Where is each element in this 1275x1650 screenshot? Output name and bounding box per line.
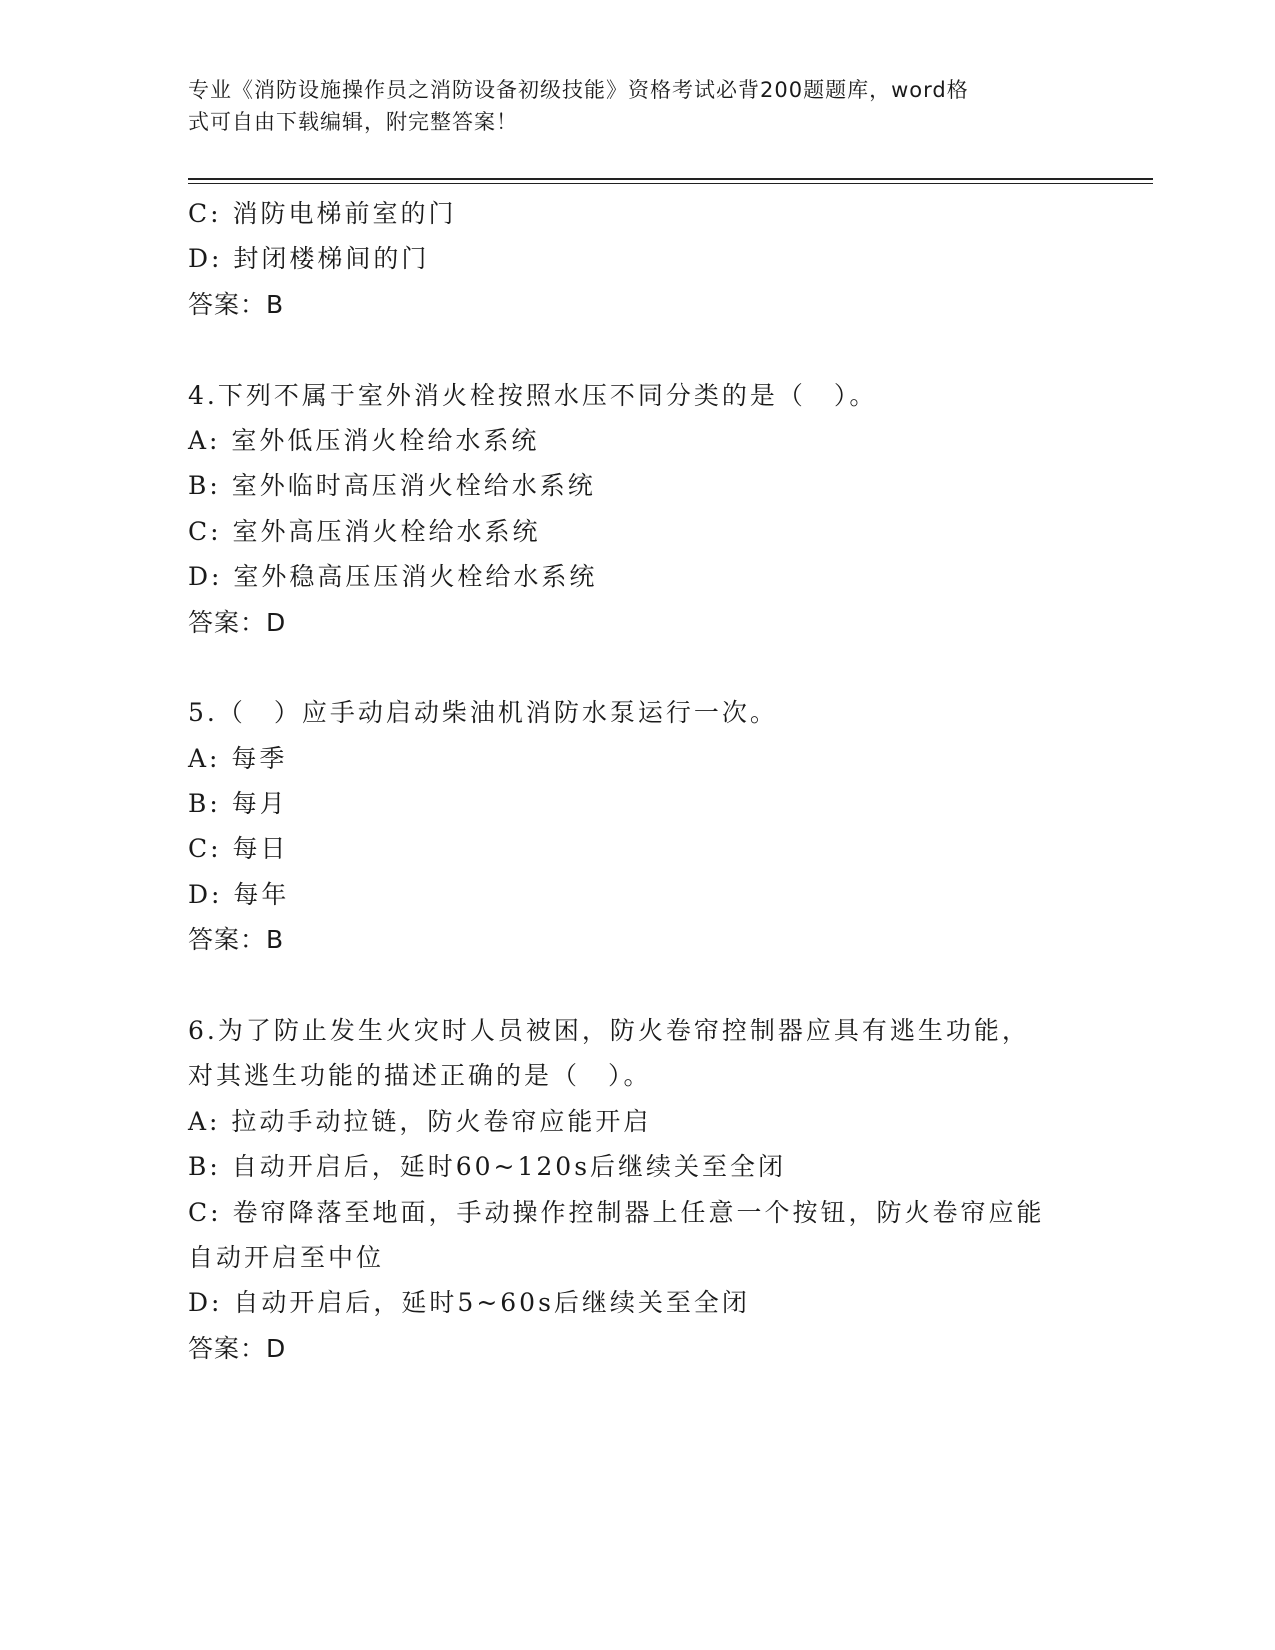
q4-answer: 答案：D [188,607,287,637]
spacer [188,963,1088,1008]
q3-answer: 答案：B [188,289,285,319]
document-header [188,74,1068,138]
q5-option-b: B: 每月 [188,789,288,819]
q4-option-c: C: 室外高压消火栓给水系统 [188,516,541,546]
q4-option-a: A: 室外低压消火栓给水系统 [188,425,540,455]
q6-answer: 答案：D [188,1333,287,1363]
q4-option-b: B: 室外临时高压消火栓给水系统 [188,471,596,501]
q6-stem-line-1: 6.为了防止发生火灾时人员被困，防火卷帘控制器应具有逃生功能， [188,1016,1030,1046]
header-line-1: 专业《消防设施操作员之消防设备初级技能》资格考试必背200题题库，word格 [188,78,969,102]
q6-option-b: B: 自动开启后，延时60~120s后继续关至全闭 [188,1152,787,1182]
q3-option-d: D: 封闭楼梯间的门 [188,244,430,274]
q5-option-c: C: 每日 [188,834,289,864]
q4-stem: 4.下列不属于室外消火栓按照水压不同分类的是（ ）。 [188,380,878,410]
header-line-2: 式可自由下载编辑，附完整答案！ [188,110,518,134]
q5-answer: 答案：B [188,925,285,955]
q5-option-d: D: 每年 [188,879,290,909]
spacer [188,327,1088,372]
q6-option-c-line-1: C: 卷帘降落至地面，手动操作控制器上任意一个按钮，防火卷帘应能 [188,1197,1045,1227]
header-divider-thick [188,178,1153,180]
q3-option-c: C: 消防电梯前室的门 [188,199,457,228]
q5-stem: 5.（ ）应手动启动柴油机消防水泵运行一次。 [188,698,778,728]
header-divider-thin [188,183,1153,184]
spacer [188,645,1088,690]
q6-stem-line-2: 对其逃生功能的描述正确的是（ ）。 [188,1061,652,1091]
q6-option-d: D: 自动开启后，延时5~60s后继续关至全闭 [188,1288,750,1318]
q5-option-a: A: 每季 [188,743,288,773]
document-body [188,191,1088,1371]
q4-option-d: D: 室外稳高压压消火栓给水系统 [188,562,598,592]
q6-option-a: A: 拉动手动拉链，防火卷帘应能开启 [188,1106,652,1136]
q6-option-c-line-2: 自动开启至中位 [188,1242,385,1272]
